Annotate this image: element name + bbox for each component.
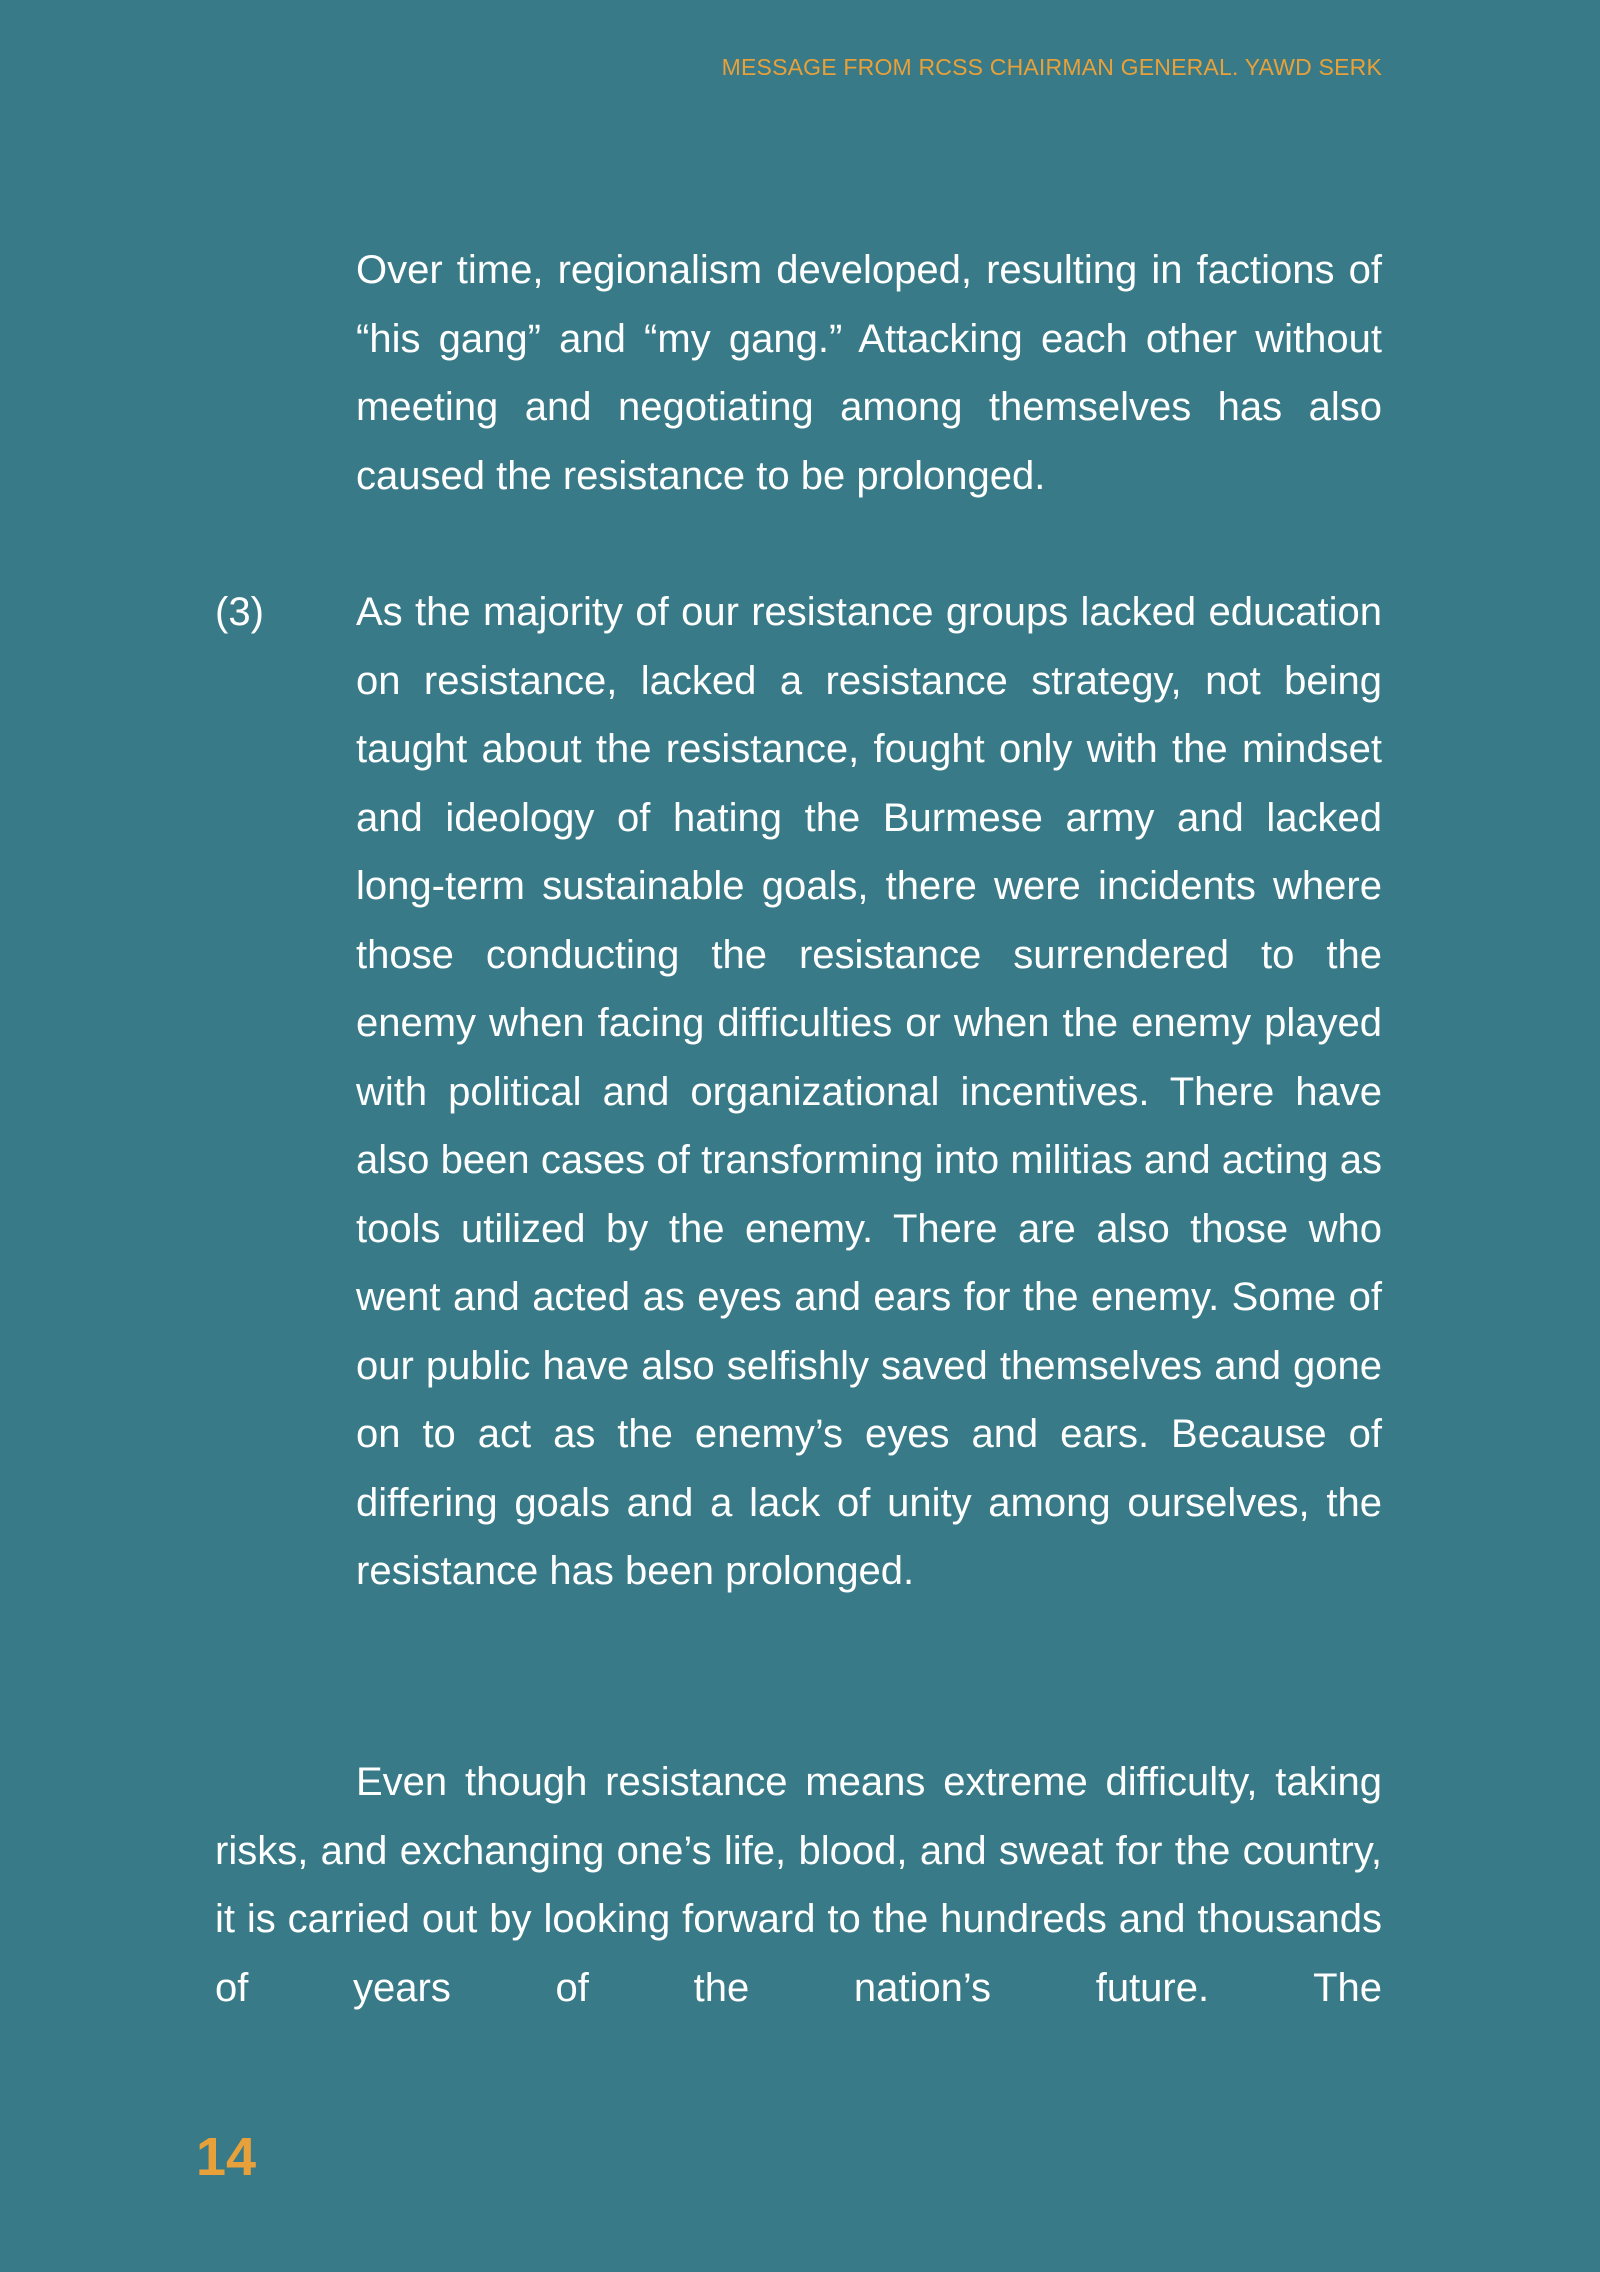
- closing-paragraph: Even though resistance means extreme difficulty, taking risks, and exchanging one’s life, blood, and sweat for the country, it is carried out by looking forward to the hundreds and thousands of years of the nation’s future. The: [215, 1760, 1382, 2010]
- list-item-marker: (3): [215, 590, 264, 634]
- continuation-paragraph: Over time, regionalism developed, resulting in factions of “his gang” and “my gang.” Attacking each other without meeting and negotiating among themselves has also caused the resistance to be prolonged.: [356, 248, 1382, 498]
- list-item-paragraph: As the majority of our resistance groups lacked education on resistance, lacked a resistance strategy, not being taught about the resistance, fought only with the mindset and ideology of hating the Burmese army and lacked long-term sustainable goals, there were incidents where those conducting the resistance surrendered to the enemy when facing difficulties or when the enemy played with political and organizational incentives. There have also been cases of transforming into militias and acting as tools utilized by the enemy. There are also those who went and acted as eyes and ears for the enemy. Some of our public have also selfishly saved themselves and gone on to act as the enemy’s eyes and ears. Because of differing goals and a lack of unity among ourselves, the resistance has been prolonged.: [356, 590, 1382, 1593]
- page-number: 14: [196, 2127, 257, 2187]
- running-header: MESSAGE FROM RCSS CHAIRMAN GENERAL. YAWD SERK: [721, 54, 1382, 80]
